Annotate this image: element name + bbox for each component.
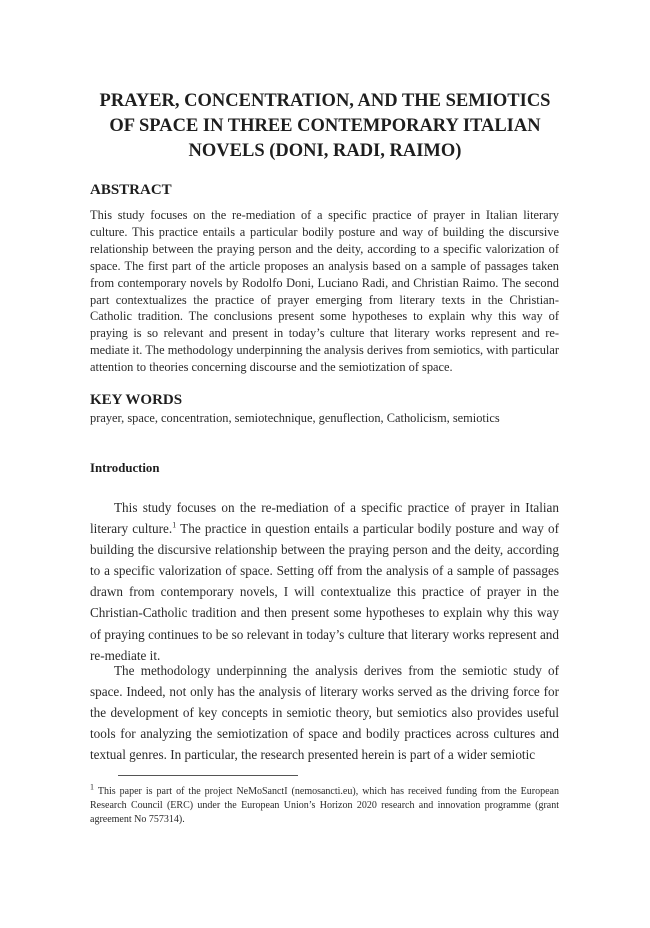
title-line-1: PRAYER, CONCENTRATION, AND THE SEMIOTICS xyxy=(99,91,551,111)
intro-paragraph-2: The methodology underpinning the analysis derives from the semiotic study of space. Indeed, not only has the analysis of literary works served as the driving force for the development of key concepts in semiotic theory, but semiotics also provides useful tools for analyzing the semiotization of space and bodily practices across cultures and textual genres. In particular, the research presented herein is part of a wider semiotic xyxy=(90,663,559,763)
introduction-heading: Introduction xyxy=(90,461,160,475)
article-title xyxy=(90,89,560,164)
p1-text-start: This study focuses on the re-mediation of a specific practice of prayer in Italian literary culture. xyxy=(90,500,559,537)
footnote xyxy=(90,782,559,827)
footnote-text: This paper is part of the project NeMoSanctI (nemosancti.eu), which has received funding from the European Research Council (ERC) under the European Union’s Horizon 2020 research and innovation programme (grant agreement No 757314). xyxy=(90,786,559,825)
title-line-2: OF SPACE IN THREE CONTEMPORARY ITALIAN xyxy=(109,116,541,136)
footnote-reference[interactable]: 1 xyxy=(172,520,177,530)
title-line-3: NOVELS (DONI, RADI, RAIMO) xyxy=(188,141,462,161)
keywords-heading: KEY WORDS xyxy=(90,392,183,408)
intro-paragraph-1 xyxy=(90,497,559,666)
footnote-mark: 1 xyxy=(90,782,94,792)
keywords-text: prayer, space, concentration, semiotechnique, genuflection, Catholicism, semiotics xyxy=(90,411,500,425)
footnote-divider xyxy=(118,775,298,776)
abstract-heading: ABSTRACT xyxy=(90,182,172,198)
p1-text-end: The practice in question entails a particular bodily posture and way of building the discursive relationship between the praying person and the deity, according to a specific valorization of space. Setting off from the analysis of a sample of passages drawn from contemporary novels, I will contextualize this practice of prayer in the Christian-Catholic tradition and then present some hypotheses to explain why this way of praying continues to be so relevant in today’s culture that literary works represent and re-mediate it. xyxy=(90,521,559,663)
abstract-text: This study focuses on the re-mediation of a specific practice of prayer in Italian literary culture. This practice entails a particular bodily posture and way of building the discursive relationship between the praying person and the deity, according to a specific valorization of space. The first part of the article proposes an analysis based on a sample of passages taken from contemporary novels by Rodolfo Doni, Luciano Radi, and Christian Raimo. The second part contextualizes the practice of prayer emerging from literary texts in the Christian-Catholic tradition. The conclusions present some hypotheses to explain why this way of praying is so relevant and present in today’s culture that literary works represent and re-mediate it. The methodology underpinning the analysis derives from semiotics, with particular attention to theories concerning discourse and the semiotization of space. xyxy=(90,208,559,375)
